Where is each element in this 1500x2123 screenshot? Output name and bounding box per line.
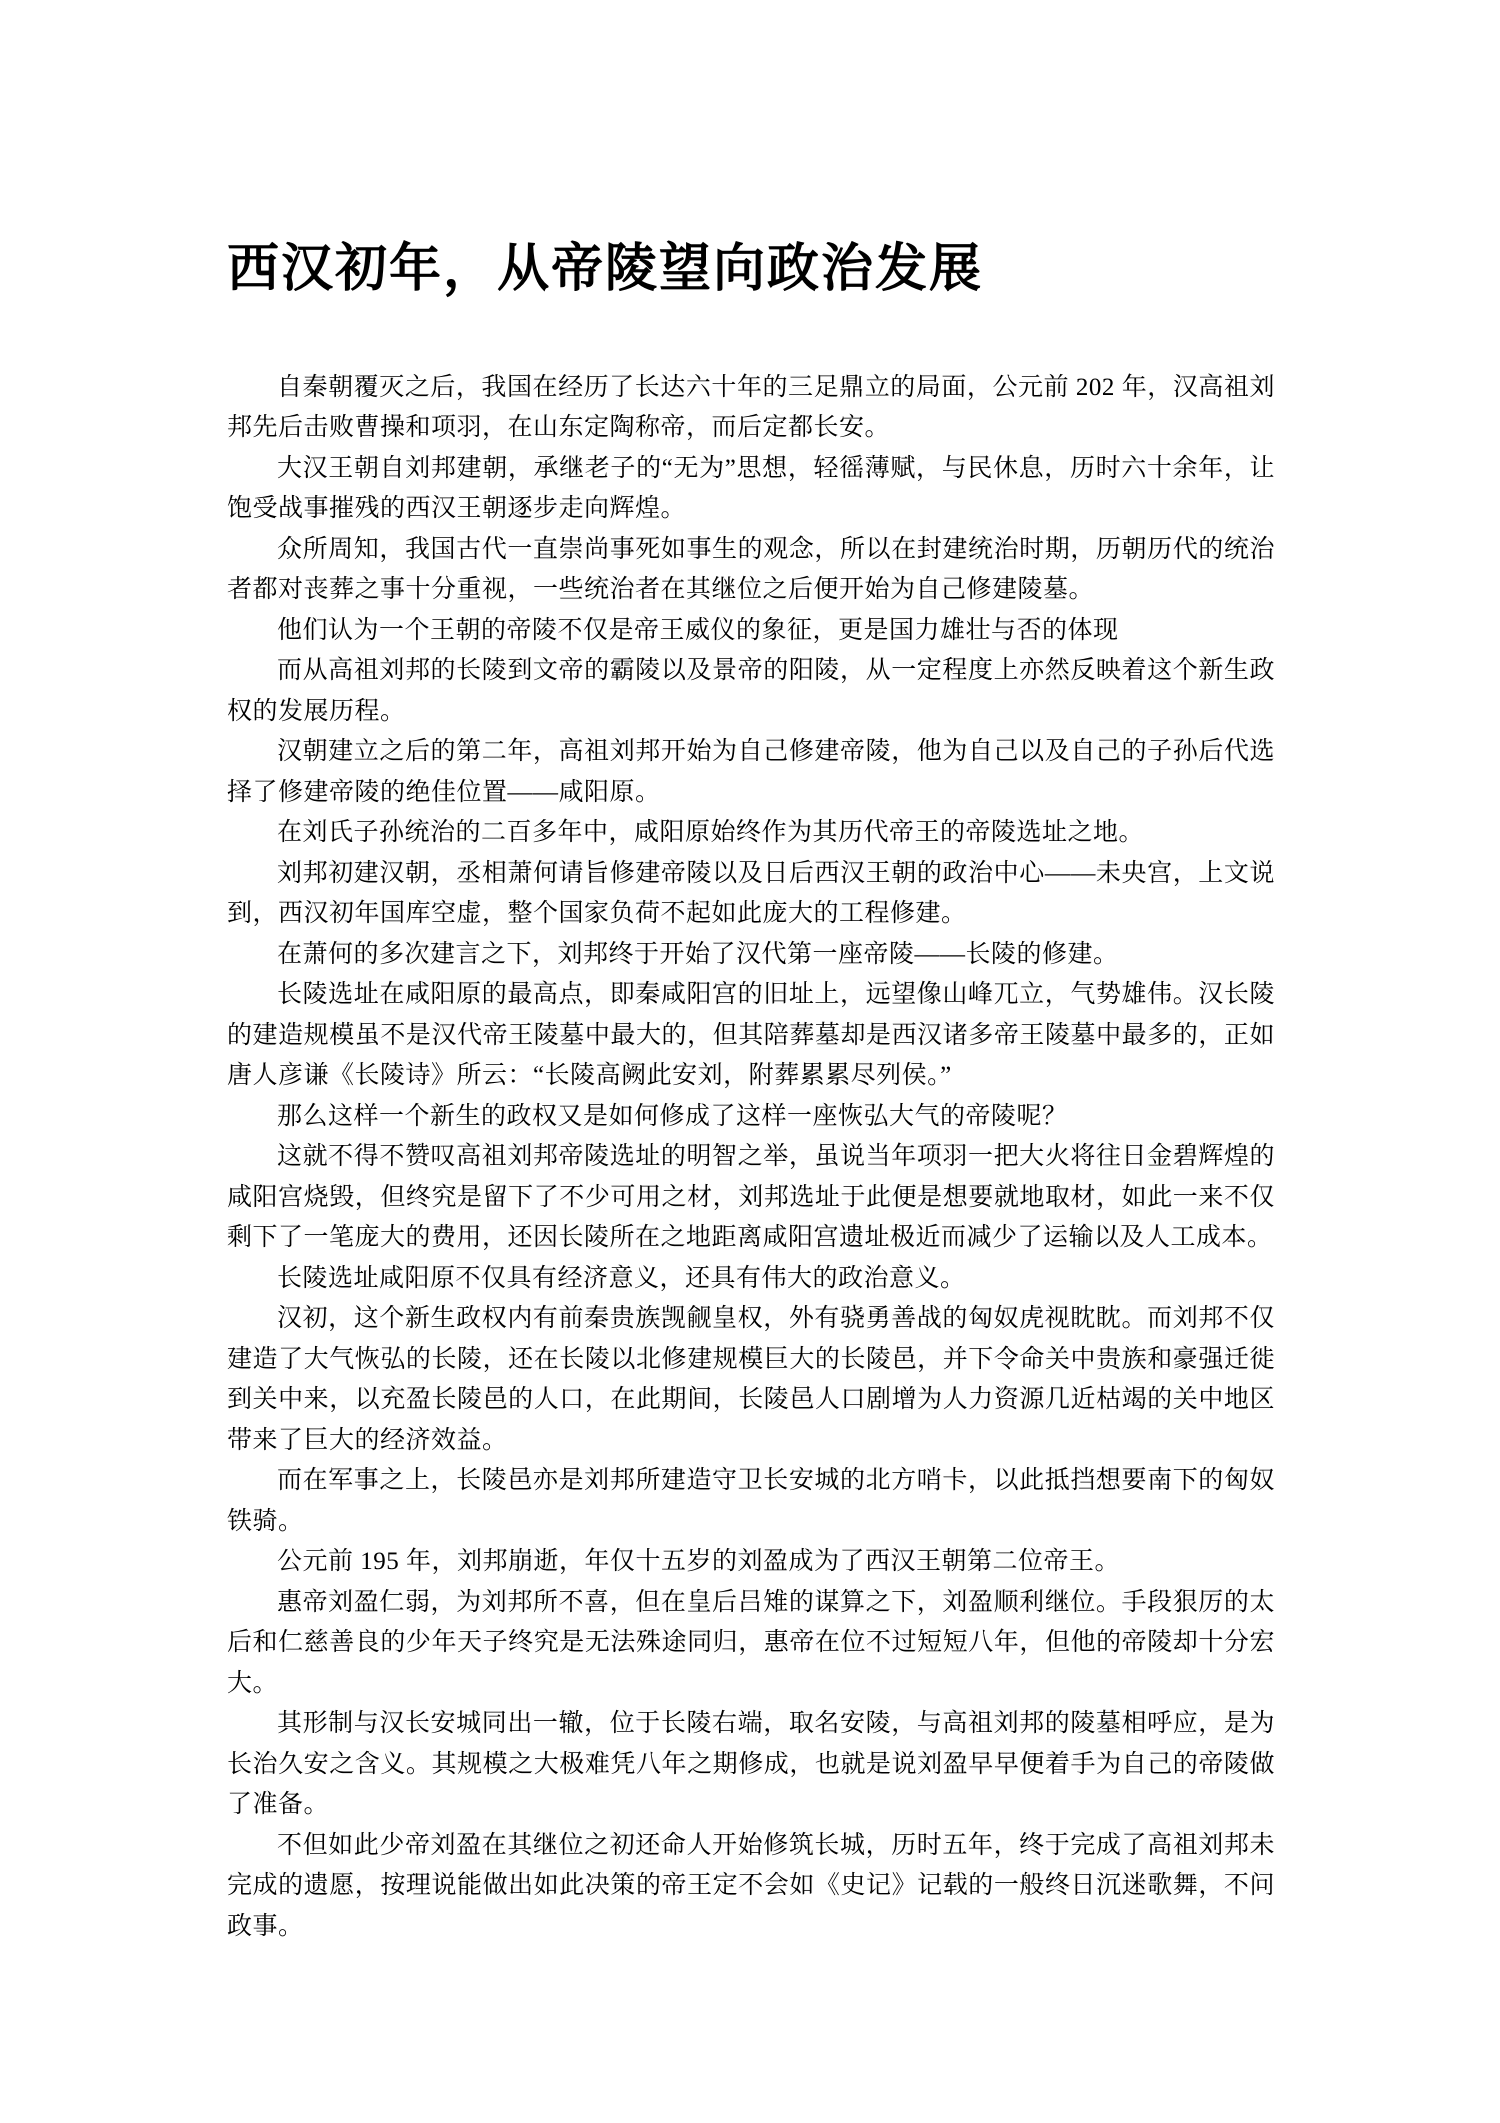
paragraph: 长陵选址咸阳原不仅具有经济意义，还具有伟大的政治意义。 — [277, 1264, 966, 1292]
paragraph: 自秦朝覆灭之后，我国在经历了长达六十年的三足鼎立的局面，公元前 202 年，汉高祖刘邦先后击败曹操和项羽，在山东定陶称帝，而后定都长安。 — [227, 373, 1275, 442]
paragraph: 大汉王朝自刘邦建朝，承继老子的“无为”思想，轻徭薄赋，与民休息，历时六十余年，让饱受战事摧残的西汉王朝逐步走向辉煌。 — [227, 454, 1275, 523]
article-title: 西汉初年，从帝陵望向政治发展 — [227, 240, 984, 298]
paragraph: 公元前 195 年，刘邦崩逝，年仅十五岁的刘盈成为了西汉王朝第二位帝王。 — [277, 1548, 1121, 1576]
paragraph: 刘邦初建汉朝，丞相萧何请旨修建帝陵以及日后西汉王朝的政治中心——未央宫，上文说到，西汉初年国库空虚，整个国家负荷不起如此庞大的工程修建。 — [227, 859, 1275, 928]
paragraph: 汉初，这个新生政权内有前秦贵族觊觎皇权，外有骁勇善战的匈奴虎视眈眈。而刘邦不仅建造了大气恢弘的长陵，还在长陵以北修建规模巨大的长陵邑，并下令命关中贵族和豪强迁徙到关中来，以充盈长陵邑的人口，在此期间，长陵邑人口剧增为人力资源几近枯竭的关中地区带来了巨大的经济效益。 — [227, 1305, 1275, 1454]
paragraph: 那么这样一个新生的政权又是如何修成了这样一座恢弘大气的帝陵呢？ — [277, 1102, 1068, 1130]
paragraph: 在刘氏子孙统治的二百多年中，咸阳原始终作为其历代帝王的帝陵选址之地。 — [277, 819, 1145, 847]
paragraph: 而在军事之上，长陵邑亦是刘邦所建造守卫长安城的北方哨卡，以此抵挡想要南下的匈奴铁骑。 — [227, 1467, 1275, 1535]
paragraph: 众所周知，我国古代一直崇尚事死如事生的观念，所以在封建统治时期，历朝历代的统治者都对丧葬之事十分重视，一些统治者在其继位之后便开始为自己修建陵墓。 — [227, 535, 1275, 604]
paragraph: 其形制与汉长安城同出一辙，位于长陵右端，取名安陵，与高祖刘邦的陵墓相呼应，是为长治久安之含义。其规模之大极难凭八年之期修成，也就是说刘盈早早便着手为自己的帝陵做了准备。 — [227, 1710, 1275, 1819]
paragraph: 汉朝建立之后的第二年，高祖刘邦开始为自己修建帝陵，他为自己以及自己的子孙后代选择了修建帝陵的绝佳位置——咸阳原。 — [227, 738, 1275, 806]
paragraph: 而从高祖刘邦的长陵到文帝的霸陵以及景帝的阳陵，从一定程度上亦然反映着这个新生政权的发展历程。 — [227, 657, 1275, 725]
paragraph: 不但如此少帝刘盈在其继位之初还命人开始修筑长城，历时五年，终于完成了高祖刘邦未完成的遗愿，按理说能做出如此决策的帝王定不会如《史记》记载的一般终日沉迷歌舞，不问政事。 — [227, 1831, 1275, 1940]
paragraph: 惠帝刘盈仁弱，为刘邦所不喜，但在皇后吕雉的谋算之下，刘盈顺利继位。手段狠厉的太后和仁慈善良的少年天子终究是无法殊途同归，惠帝在位不过短短八年，但他的帝陵却十分宏大。 — [227, 1588, 1275, 1697]
paragraph: 在萧何的多次建言之下，刘邦终于开始了汉代第一座帝陵——长陵的修建。 — [277, 940, 1119, 968]
paragraph: 长陵选址在咸阳原的最高点，即秦咸阳宫的旧址上，远望像山峰兀立，气势雄伟。汉长陵的建造规模虽不是汉代帝王陵墓中最大的，但其陪葬墓却是西汉诸多帝王陵墓中最多的，正如唐人彦谦《长陵诗》所云：“长陵高阙此安刘，附葬累累尽列侯。” — [227, 981, 1275, 1090]
paragraph: 这就不得不赞叹高祖刘邦帝陵选址的明智之举，虽说当年项羽一把大火将往日金碧辉煌的咸阳宫烧毁，但终究是留下了不少可用之材，刘邦选址于此便是想要就地取材，如此一来不仅剩下了一笔庞大的费用，还因长陵所在之地距离咸阳宫遗址极近而减少了运输以及人工成本。 — [227, 1143, 1275, 1252]
article-body — [227, 368, 1275, 1948]
paragraph: 他们认为一个王朝的帝陵不仅是帝王威仪的象征，更是国力雄壮与否的体现 — [277, 616, 1119, 644]
